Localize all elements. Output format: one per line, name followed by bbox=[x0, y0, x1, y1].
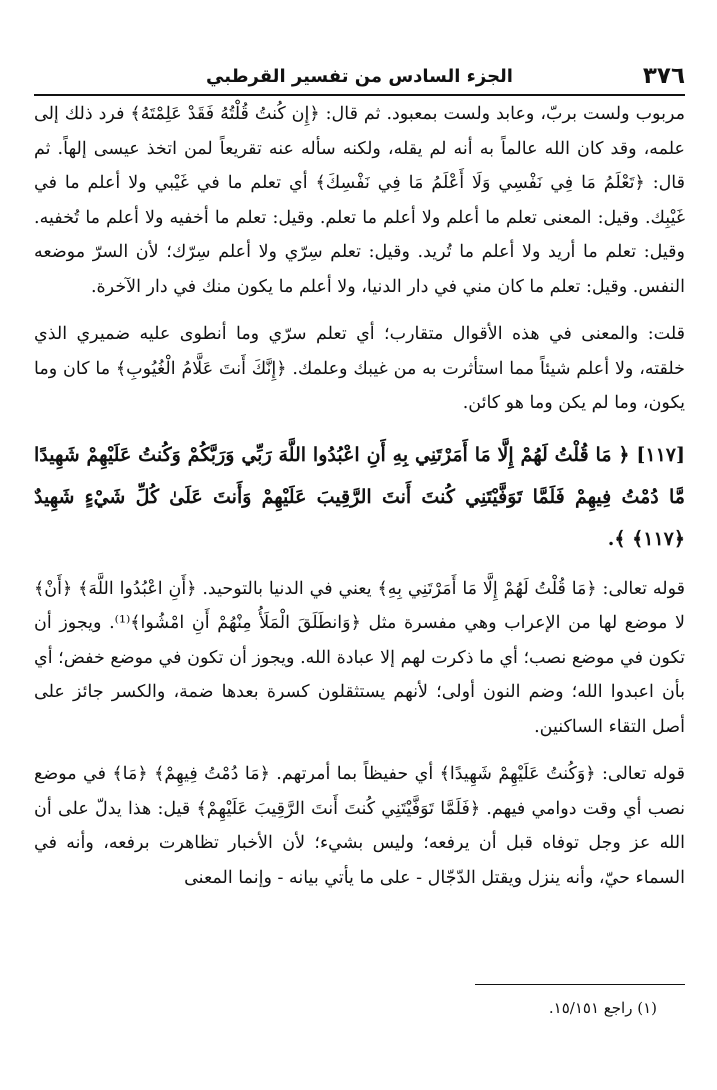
paragraph-4: قوله تعالى: ﴿وَكُنتُ عَلَيْهِمْ شَهِيدًا﴾ أي حفيظاً بما أمرتهم. ﴿مَا دُمْتُ فِيهِمْ﴾ ﴿مَا﴾ في موضع نصب أي وقت دوامي فيهم. ﴿فَلَمَّا تَوَفَّيْتَنِي كُنتَ أَنتَ الرَّقِيبَ عَلَيْهِمْ﴾ قيل: هذا يدلّ على أن الله عز وجل توفاه قبل أن يرفعه؛ وليس بشيء؛ لأن الأخبار تظاهرت برفعه، وأنه في السماء حيّ، وأنه ينزل ويقتل الدّجّال - على ما يأتي بيانه - وإنما المعنى bbox=[34, 764, 685, 888]
running-title: الجزء السادس من تفسير القرطبي bbox=[206, 66, 513, 87]
footnote-divider bbox=[475, 984, 685, 985]
paragraph-3: قوله تعالى: ﴿مَا قُلْتُ لَهُمْ إِلَّا مَا أَمَرْتَنِي بِهِ﴾ يعني في الدنيا بالتوحيد. ﴿أَنِ اعْبُدُوا اللَّهَ﴾ ﴿أَنْ﴾ لا موضع لها من الإعراب وهي مفسرة مثل ﴿وَانطَلَقَ الْمَلَأُ مِنْهُمْ أَنِ امْشُوا﴾⁽¹⁾. ويجوز أن تكون في موضع نصب؛ أي ما ذكرت لهم إلا عبادة الله. ويجوز أن تكون في موضع خفض؛ أي بأن اعبدوا الله؛ وضم النون أولى؛ لأنهم يستثقلون كسرة بعدها ضمة، والكسر جائز على أصل التقاء الساكنين. bbox=[34, 578, 685, 737]
main-text bbox=[34, 97, 685, 895]
page-number: ٣٧٦ bbox=[642, 63, 685, 89]
paragraph-2: قلت: والمعنى في هذه الأقوال متقارب؛ أي تعلم سرّي وما أنطوى عليه ضميري الذي خلقته، ولا أعلم شيئاً مما استأثرت به من غيبك وعلمك. ﴿إِنَّكَ أَنتَ عَلَّامُ الْغُيُوبِ﴾ ما كان وما يكون، وما لم يكن وما هو كائن. bbox=[34, 324, 685, 413]
page-header bbox=[34, 62, 685, 96]
footnote: (١) راجع ١٥/١٥١. bbox=[548, 999, 657, 1017]
paragraph-1: مربوب ولست بربّ، وعابد ولست بمعبود. ثم قال: ﴿إِن كُنتُ قُلْتُهُ فَقَدْ عَلِمْتَهُ﴾ فرد ذلك إلى علمه، وقد كان الله عالماً به أنه لم يقله، ولكنه سأله عنه تقريعاً لمن اتخذ عيسى إلهاً. ثم قال: ﴿تَعْلَمُ مَا فِي نَفْسِي وَلَا أَعْلَمُ مَا فِي نَفْسِكَ﴾ أي تعلم ما في غَيْبي ولا أعلم ما في غَيْبِك. وقيل: المعنى تعلم ما أعلم ولا أعلم ما تعلم. وقيل: تعلم ما أخفيه ولا أعلم ما تُخفيه. وقيل: تعلم ما أريد ولا أعلم ما تُريد. وقيل: تعلم سِرّي ولا أعلم سِرّك؛ لأن السرّ موضعه النفس. وقيل: تعلم ما كان مني في دار الدنيا، ولا أعلم ما يكون منك في دار الآخرة. bbox=[34, 104, 685, 297]
quran-verse: [١١٧] ﴿ مَا قُلْتُ لَهُمْ إِلَّا مَا أَمَرْتَنِي بِهِ أَنِ اعْبُدُوا اللَّهَ رَبِّي وَرَبَّكُمْ وَكُنتُ عَلَيْهِمْ شَهِيدًا مَّا دُمْتُ فِيهِمْ فَلَمَّا تَوَفَّيْتَنِي كُنتَ أَنتَ الرَّقِيبَ عَلَيْهِمْ وَأَنتَ عَلَىٰ كُلِّ شَيْءٍ شَهِيدٌ ﴿١١٧﴾ ﴾. bbox=[34, 443, 685, 550]
